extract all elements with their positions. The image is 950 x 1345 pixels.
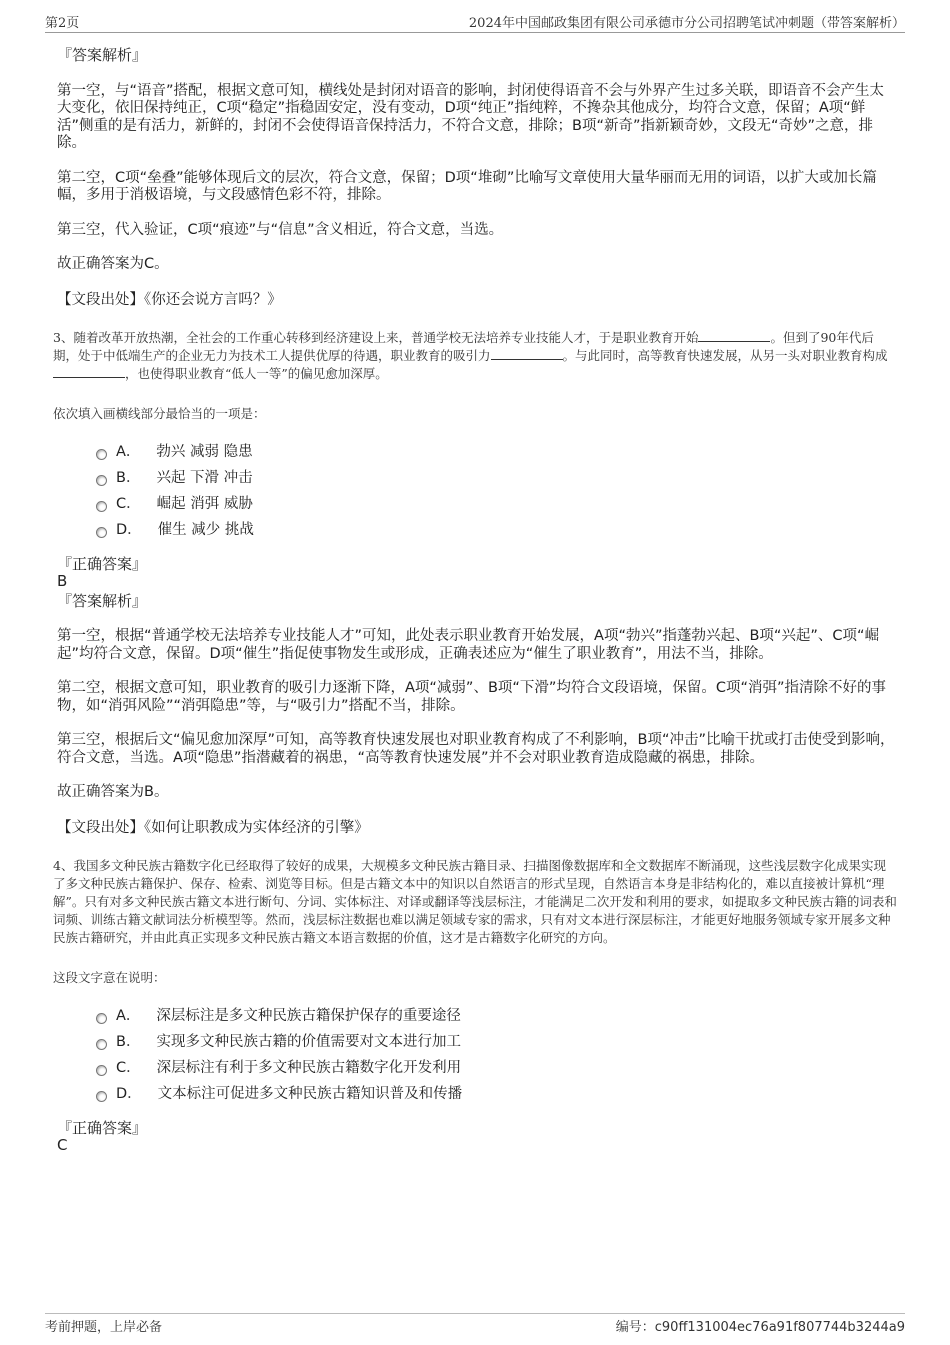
question-4-options: [96, 1004, 897, 1108]
radio-icon[interactable]: [96, 449, 107, 460]
question-4-prompt: 这段文字意在说明：: [53, 970, 166, 985]
analysis-paragraph: 第一空，根据“普通学校无法培养专业技能人才”可知，此处表示职业教育开始发展，A项“勃兴”指蓬勃兴起、B项“兴起”、C项“崛起”均符合文意，保留。D项“催生”指促使事物发生或形成，正确表述应为“催生了职业教育”，用法不当，排除。: [57, 628, 880, 662]
analysis-paragraph: 第三空，根据后文“偏见愈加深厚”可知，高等教育快速发展也对职业教育构成了不利影响，B项“冲击”比喻干扰或打击使受到影响，符合文意，当选。A项“隐患”指潜藏着的祸患，“高等教育快速发展”并不会对职业教育造成隐藏的祸患，排除。: [57, 732, 895, 766]
footer-slogan: 考前押题，上岸必备: [45, 1320, 163, 1335]
radio-icon[interactable]: [96, 475, 107, 486]
analysis-tag: 『答案解析』: [57, 591, 148, 610]
option-b[interactable]: B． 实现多文种民族古籍的价值需要对文本进行加工: [96, 1030, 897, 1056]
option-c[interactable]: C． 深层标注有利于多文种民族古籍数字化开发利用: [96, 1056, 897, 1082]
analysis-conclusion: 故正确答案为C。: [57, 256, 169, 272]
page-content: [53, 40, 897, 1155]
question-4-stem: 4、我国多文种民族古籍数字化已经取得了较好的成果，大规模多文种民族古籍目录、扫描图像数据库和全文数据库不断涌现，这些浅层数字化成果实现了多文种民族古籍保护、保存、检索、浏览等目标。但是古籍文本中的知识以自然语言的形式呈现，自然语言本身是非结构化的，难以直接被计算机“理解”。只有对多文种民族古籍文本进行断句、分词、实体标注、对译或翻译等浅层标注，才能满足二次开发和利用的要求，如提取多文种民族古籍的词表和词频、训练古籍文献词法分析模型等。然而，浅层标注数据也难以满足领域专家的需求，只有对文本进行深层标注，才能更好地服务领域专家开展多文种民族古籍研究，并由此真正实现多文种民族古籍文本语言数据的价值，这才是古籍数字化研究的方向。: [53, 858, 897, 945]
analysis-paragraph: 第二空，根据文意可知，职业教育的吸引力逐渐下降，A项“减弱”、B项“下滑”均符合文段语境，保留。C项“消弭”指清除不好的事物，如“消弭风险”“消弭隐患”等，与“吸引力”搭配不当，排除。: [57, 680, 887, 714]
option-a[interactable]: A． 深层标注是多文种民族古籍保护保存的重要途径: [96, 1004, 897, 1030]
stem-text: ，也使得职业教育“低人一等”的偏见愈加深厚。: [125, 366, 388, 381]
page-number: 第2页: [45, 16, 80, 31]
radio-icon[interactable]: [96, 1013, 107, 1024]
correct-answer: C: [57, 1136, 68, 1154]
source-citation: 【文段出处】《你还会说方言吗？》: [57, 291, 282, 308]
option-d[interactable]: D． 文本标注可促进多文种民族古籍知识普及和传播: [96, 1082, 897, 1108]
radio-icon[interactable]: [96, 501, 107, 512]
radio-icon[interactable]: [96, 1091, 107, 1102]
answer-tag: 『正确答案』: [57, 1118, 148, 1137]
radio-icon[interactable]: [96, 1039, 107, 1050]
analysis-conclusion: 故正确答案为B。: [57, 784, 169, 800]
analysis-paragraph: 第三空，代入验证，C项“痕迹”与“信息”含义相近，符合文意，当选。: [57, 221, 504, 238]
radio-icon[interactable]: [96, 1065, 107, 1076]
stem-text: 。但到了90年代后期，处于中低端生产的企业无力为技术工人提供优厚的待遇，职业教育的吸引力: [53, 330, 874, 363]
option-c[interactable]: C． 崛起 消弭 威胁: [96, 492, 897, 518]
document-id: 编号：c90ff131004ec76a91f807744b3244a9: [615, 1320, 905, 1335]
analysis-paragraph: 第二空，C项“垒叠”能够体现后文的层次，符合文意，保留；D项“堆砌”比喻写文章使用大量华丽而无用的词语，以扩大或加长篇幅，多用于消极语境，与文段感情色彩不符，排除。: [57, 169, 877, 203]
fill-blank: [53, 366, 125, 378]
correct-answer: B: [57, 572, 68, 590]
fill-blank: [698, 330, 770, 342]
source-citation: 【文段出处】《如何让职教成为实体经济的引擎》: [57, 819, 369, 836]
stem-text: 3、随着改革开放热潮，全社会的工作重心转移到经济建设上来，普通学校无法培养专业技能人才，于是职业教育开始: [53, 330, 699, 345]
analysis-paragraph: 第一空，与“语音”搭配，根据文意可知，横线处是封闭对语音的影响，封闭使得语音不会与外界产生过多关联，即语音不会产生太大变化，依旧保持纯正，C项“稳定”指稳固安定，没有变动，D项“纯正”指纯粹，不搀杂其他成分，均符合文意，保留；A项“鲜活”侧重的是有活力，新鲜的，封闭不会使得语音保持活力，不符合文意，排除；B项“新奇”指新颖奇妙，文段无“奇妙”之意，排除。: [57, 82, 885, 151]
page-footer: [45, 1313, 905, 1338]
option-d[interactable]: D． 催生 减少 挑战: [96, 518, 897, 544]
fill-blank: [491, 348, 563, 360]
answer-tag: 『正确答案』: [57, 554, 148, 573]
stem-text: 。与此同时，高等教育快速发展，从另一头对职业教育构成: [562, 348, 888, 363]
question-3-options: [96, 440, 897, 544]
option-a[interactable]: A． 勃兴 减弱 隐患: [96, 440, 897, 466]
option-b[interactable]: B． 兴起 下滑 冲击: [96, 466, 897, 492]
radio-icon[interactable]: [96, 527, 107, 538]
analysis-tag: 『答案解析』: [57, 46, 148, 64]
document-title: 2024年中国邮政集团有限公司承德市分公司招聘笔试冲刺题（带答案解析）: [468, 16, 905, 31]
question-3-prompt: 依次填入画横线部分最恰当的一项是：: [53, 406, 266, 421]
question-3-stem: [53, 329, 897, 383]
page-header: [45, 12, 905, 33]
